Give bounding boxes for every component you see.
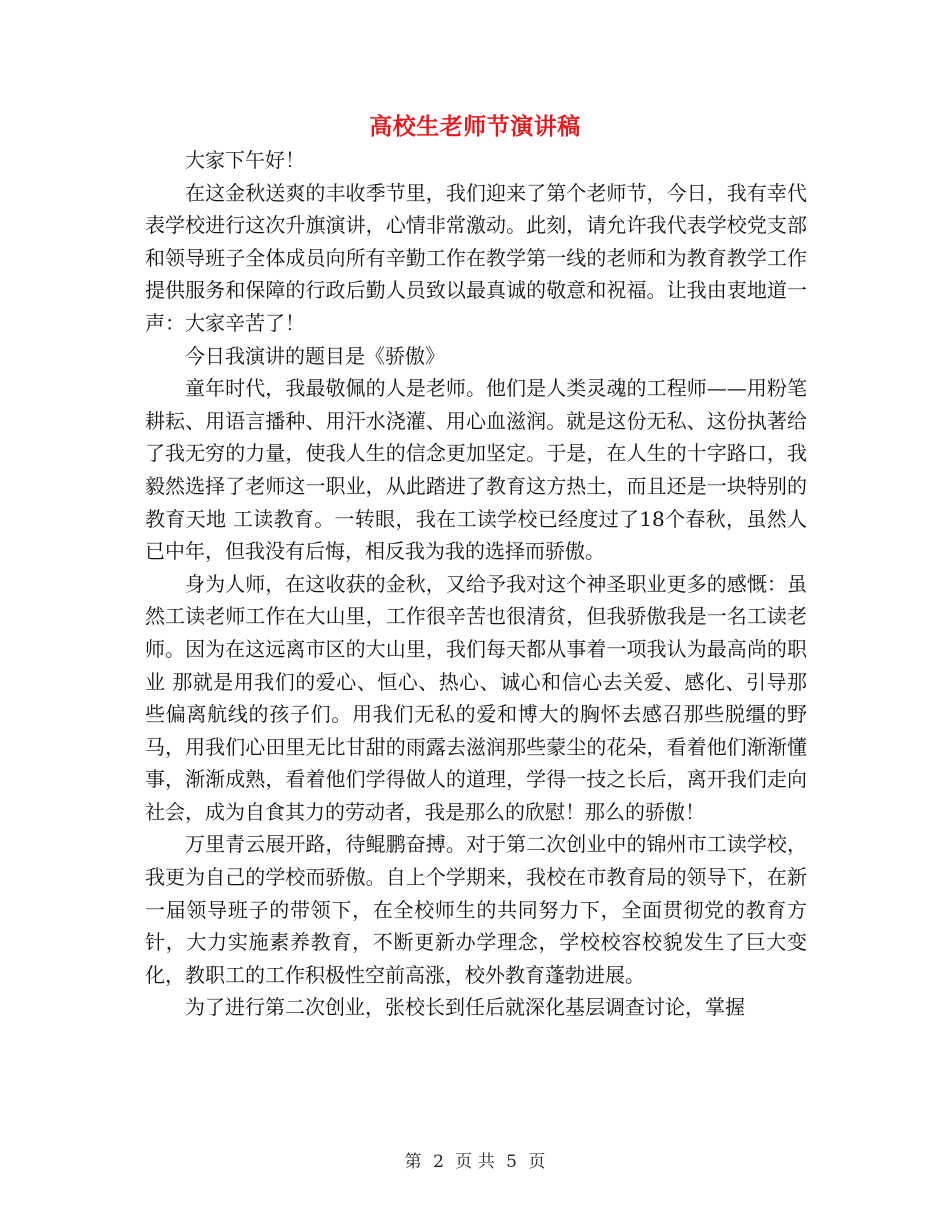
document-title: 高校生老师节演讲稿 — [369, 113, 581, 140]
paragraph-second-venture: 为了进行第二次创业，张校长到任后就深化基层调查讨论，掌握 — [185, 995, 745, 1020]
paragraph-teacher: 身为人师，在这收获的金秋，又给予我对这个神圣职业更多的感慨：虽然工读老师工作在大山里，工作很辛苦也很清贫，但我骄傲我是一名工读老师。因为在这远离市区的大山里，我们每天都从事着一项我认为最高尚的职业 那就是用我们的爱心、恒心、热心、诚心和信心去关爱、感化、引导那些偏离航线的孩子们。用我们无私的爱和博大的胸怀去感召那些脱缰的野马，用我们心田里无比甘甜的雨露去滋润那些蒙尘的花朵，看着他们渐渐懂事，渐渐成熟，看着他们学得做人的道理，学得一技之长后，离开我们走向社会，成为自食其力的劳动者，我是那么的欣慰！那么的骄傲！ — [145, 571, 807, 824]
page-label-prefix: 第 — [404, 1152, 422, 1172]
paragraph-childhood: 童年时代，我最敬佩的人是老师。他们是人类灵魂的工程师——用粉笔耕耘、用语言播种、用汗水浇灌、用心血滋润。就是这份无私、这份执著给了我无穷的力量，使我人生的信念更加坚定。于是，在人生的十字路口，我毅然选择了老师这一职业，从此踏进了教育这方热土，而且还是一块特别的教育天地 工读教育。一转眼，我在工读学校已经度过了18个春秋，虽然人已中年，但我没有后悔，相反我为我的选择而骄傲。 — [145, 376, 807, 564]
page-label-middle: 页 共 — [455, 1152, 495, 1172]
page-footer — [0, 1150, 950, 1174]
paragraph-school: 万里青云展开路，待鲲鹏奋搏。对于第二次创业中的锦州市工读学校，我更为自己的学校而骄傲。自上个学期来，我校在市教育局的领导下，在新一届领导班子的带领下，在全校师生的共同努力下，全面贯彻党的教育方针，大力实施素养教育，不断更新办学理念，学校校容校貌发生了巨大变化，教职工的工作积极性空前高涨，校外教育蓬勃进展。 — [145, 832, 807, 987]
page-total: 5 — [506, 1152, 517, 1172]
paragraph-opening: 在这金秋送爽的丰收季节里，我们迎来了第个老师节，今日，我有幸代表学校进行这次升旗演讲，心情非常激动。此刻，请允许我代表学校党支部和领导班子全体成员向所有辛勤工作在教学第一线的老师和为教育教学工作提供服务和保障的行政后勤人员致以最真诚的敬意和祝福。让我由衷地道一声：大家辛苦了！ — [145, 180, 807, 335]
paragraph-topic: 今日我演讲的题目是《骄傲》 — [185, 343, 445, 368]
document-body — [145, 144, 807, 1024]
page-current: 2 — [433, 1152, 444, 1172]
paragraph-greeting: 大家下午好！ — [185, 148, 305, 172]
page-label-suffix: 页 — [528, 1152, 546, 1172]
